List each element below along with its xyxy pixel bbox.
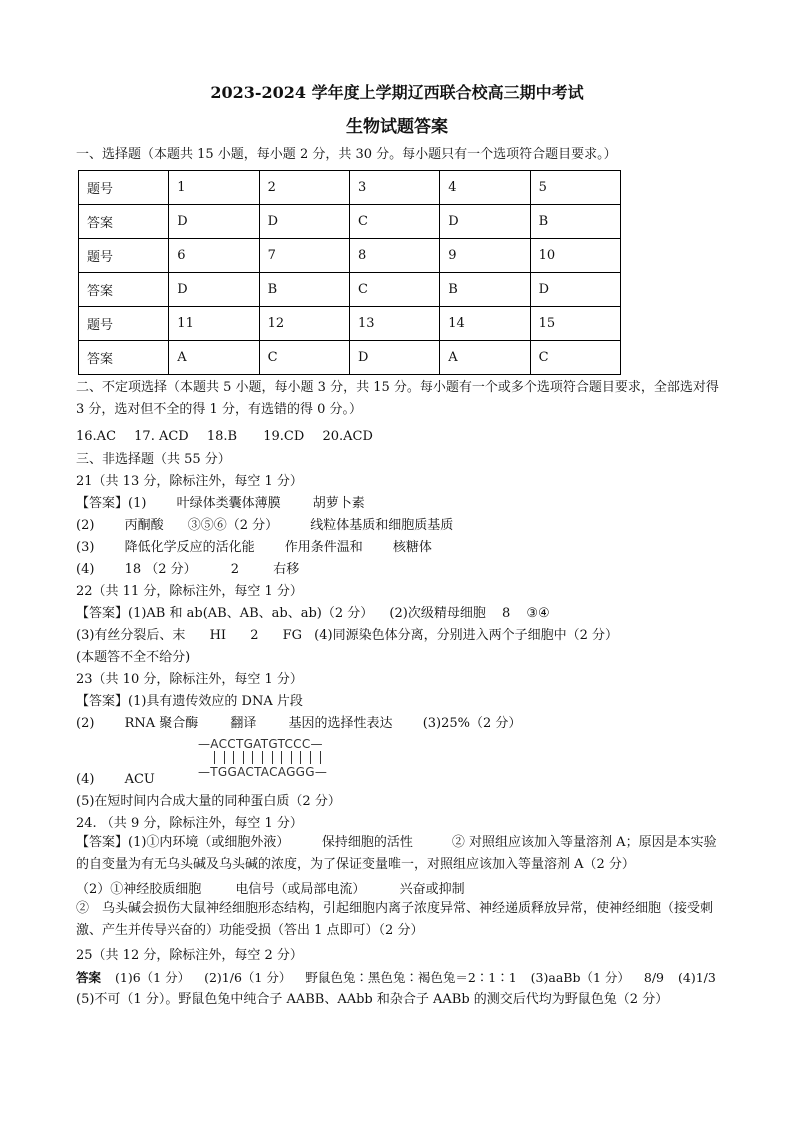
q21-header: 21（共 13 分，除标注外，每空 1 分） bbox=[76, 474, 303, 489]
table-cell: C bbox=[349, 273, 439, 307]
q25-answer-4: (4)1/3 bbox=[677, 970, 716, 985]
dna-bond-tick bbox=[262, 751, 263, 764]
table-cell: D bbox=[169, 273, 259, 307]
q22-answer-1: 【答案】(1)AB 和 ab(AB、AB、ab、ab)（2 分） bbox=[76, 606, 374, 621]
dna-bond-tick bbox=[252, 751, 253, 764]
table-row bbox=[79, 171, 621, 205]
table-row-label: 题号 bbox=[79, 307, 169, 341]
q25-line1 bbox=[76, 969, 716, 987]
table-cell: 12 bbox=[259, 307, 349, 341]
table-cell: B bbox=[440, 273, 530, 307]
table-cell: 2 bbox=[259, 171, 349, 205]
table-row bbox=[79, 307, 621, 341]
q23-line2 bbox=[76, 715, 521, 733]
table-row-label: 答案 bbox=[79, 341, 169, 375]
section2-answers bbox=[76, 428, 373, 446]
q22-note: (本题答不全不给分) bbox=[76, 650, 191, 665]
q25-answer-label: 答案 bbox=[76, 970, 102, 985]
dna-bond-tick bbox=[214, 751, 215, 764]
table-cell: 8 bbox=[349, 239, 439, 273]
q21-line3 bbox=[76, 539, 432, 557]
table-cell: 6 bbox=[169, 239, 259, 273]
dna-base-pair-bonds bbox=[214, 751, 348, 765]
section1-heading: 一、选择题（本题共 15 小题，每小题 2 分，共 30 分。每小题只有一个选项符合题目要求。） bbox=[76, 147, 617, 162]
dna-bond-tick bbox=[320, 751, 321, 764]
dna-bond-tick bbox=[310, 751, 311, 764]
table-cell: D bbox=[440, 205, 530, 239]
q23-line4 bbox=[76, 771, 155, 789]
q21-answer-2c: 线粒体基质和细胞质基质 bbox=[310, 518, 454, 533]
q23-answer-2c: 基因的选择性表达 bbox=[288, 716, 393, 731]
dna-double-strand-diagram bbox=[198, 737, 348, 779]
q22-header: 22（共 11 分，除标注外，每空 1 分） bbox=[76, 584, 303, 599]
q22-line1 bbox=[76, 605, 550, 623]
q25-answer-2b: 野鼠色兔∶黑色兔∶褐色兔＝2∶1∶1 bbox=[305, 970, 517, 985]
q25-answer-1: (1)6（1 分） bbox=[115, 970, 191, 985]
answer-16: 16.AC bbox=[76, 429, 117, 444]
table-row bbox=[79, 341, 621, 375]
q25-answer-3: (3)aaBb（1 分） bbox=[530, 970, 630, 985]
q24-answer-2a: （2）①神经胶质细胞 bbox=[76, 882, 202, 897]
table-cell: 5 bbox=[530, 171, 620, 205]
q23-part2-label: (2) bbox=[76, 716, 95, 731]
table-row-label: 答案 bbox=[79, 273, 169, 307]
table-row-label: 题号 bbox=[79, 171, 169, 205]
q24-header: 24. （共 9 分，除标注外，每空 1 分） bbox=[76, 816, 303, 831]
q23-line5: (5)在短时间内合成大量的同种蛋白质（2 分） bbox=[76, 794, 341, 809]
q23-line1: 【答案】(1)具有遗传效应的 DNA 片段 bbox=[76, 694, 303, 709]
dna-bond-tick bbox=[224, 751, 225, 764]
q21-part2-label: (2) bbox=[76, 518, 95, 533]
q21-answer-4a: 18 （2 分） bbox=[124, 562, 197, 577]
table-row bbox=[79, 273, 621, 307]
table-cell: 11 bbox=[169, 307, 259, 341]
q21-line1 bbox=[76, 495, 365, 513]
dna-bond-tick bbox=[272, 751, 273, 764]
q25-answer-3b: 8/9 bbox=[643, 970, 664, 985]
table-row bbox=[79, 205, 621, 239]
q21-answer-1a: 叶绿体类囊体薄膜 bbox=[176, 496, 281, 511]
q22-answer-2c: ③④ bbox=[526, 606, 550, 621]
q21-part4-label: (4) bbox=[76, 562, 95, 577]
table-row bbox=[79, 239, 621, 273]
dna-bond-tick bbox=[243, 751, 244, 764]
table-cell: 13 bbox=[349, 307, 439, 341]
q22-answer-2b: 8 bbox=[501, 606, 511, 621]
table-cell: D bbox=[259, 205, 349, 239]
table-cell: B bbox=[259, 273, 349, 307]
table-cell: C bbox=[530, 341, 620, 375]
q21-answer-2b: ③⑤⑥（2 分） bbox=[187, 518, 279, 533]
table-cell: 14 bbox=[440, 307, 530, 341]
q24-answer-2b: 电信号（或局部电流） bbox=[235, 882, 366, 897]
q22-answer-3b: HI bbox=[209, 628, 227, 643]
q22-answer-4: (4)同源染色体分离，分别进入两个子细胞中（2 分） bbox=[314, 628, 618, 643]
q22-answer-3a: (3)有丝分裂后、末 bbox=[76, 628, 186, 643]
table-cell: 4 bbox=[440, 171, 530, 205]
q24-answer-1: 【答案】(1)①内环境（或细胞外液） 保持细胞的活性 ② 对照组应该加入等量溶剂 A；原因是本实验的自变量为有无乌头碱及乌头碱的浓度，为了保证变量唯一，对照组应该加入等量溶剂 A（2 分） bbox=[76, 835, 717, 872]
q22-answer-3c: 2 bbox=[250, 628, 259, 643]
q21-answer-3a: 降低化学反应的活化能 bbox=[124, 540, 255, 555]
q21-answer-4b: 2 bbox=[230, 562, 240, 577]
q22-answer-2: (2)次级精母细胞 bbox=[389, 606, 486, 621]
dna-bond-tick bbox=[233, 751, 234, 764]
q24-answer-2c: 兴奋或抑制 bbox=[399, 882, 465, 897]
answer-17: 17. ACD bbox=[134, 429, 189, 444]
table-cell: 7 bbox=[259, 239, 349, 273]
table-row-label: 答案 bbox=[79, 205, 169, 239]
q21-label: 【答案】(1) bbox=[76, 496, 147, 511]
section2-heading: 二、不定项选择（本题共 5 小题，每小题 3 分，共 15 分。每小题有一个或多个选项符合题目要求，全部选对得 3 分，选对但不全的得 1 分，有选错的得 0 分。） bbox=[76, 380, 719, 417]
q21-answer-1b: 胡萝卜素 bbox=[312, 496, 365, 511]
table-cell: 15 bbox=[530, 307, 620, 341]
document-title: 2023-2024 学年度上学期辽西联合校高三期中考试 bbox=[210, 83, 584, 102]
q23-answer-3: (3)25%（2 分） bbox=[422, 716, 522, 731]
q21-line2 bbox=[76, 517, 453, 535]
q23-answer-4: ACU bbox=[124, 772, 155, 787]
q22-line2 bbox=[76, 627, 618, 645]
q24-line2 bbox=[76, 881, 465, 899]
table-cell: D bbox=[349, 341, 439, 375]
q25-line2: (5)不可（1 分）。野鼠色兔中纯合子 AABB、AAbb 和杂合子 AABb 的测交后代均为野鼠色兔（2 分） bbox=[76, 992, 669, 1007]
answer-20: 20.ACD bbox=[322, 429, 373, 444]
table-cell: C bbox=[349, 205, 439, 239]
document-subtitle: 生物试题答案 bbox=[346, 117, 448, 137]
q24-answer-3: ② 乌头碱会损伤大鼠神经细胞形态结构，引起细胞内离子浓度异常、神经递质释放异常，使神经细胞（接受刺激、产生并传导兴奋的）功能受损（答出 1 点即可）（2 分） bbox=[76, 901, 714, 938]
table-cell: 9 bbox=[440, 239, 530, 273]
table-cell: 1 bbox=[169, 171, 259, 205]
table-cell: 3 bbox=[349, 171, 439, 205]
answer-table bbox=[78, 170, 621, 375]
dna-top-strand: —ACCTGATGTCCC— bbox=[198, 737, 323, 751]
q21-answer-3c: 核糖体 bbox=[392, 540, 432, 555]
q21-answer-2a: 丙酮酸 bbox=[124, 518, 164, 533]
answer-18: 18.B bbox=[206, 429, 238, 444]
q23-part4-label: (4) bbox=[76, 772, 95, 787]
section3-heading: 三、非选择题（共 55 分） bbox=[76, 452, 231, 467]
q23-answer-2a: RNA 聚合酶 bbox=[124, 716, 199, 731]
dna-bottom-strand: —TGGACTACAGGG— bbox=[198, 765, 328, 779]
q21-part3-label: (3) bbox=[76, 540, 95, 555]
table-cell: 10 bbox=[530, 239, 620, 273]
table-cell: A bbox=[440, 341, 530, 375]
q23-answer-2b: 翻译 bbox=[230, 716, 257, 731]
table-cell: D bbox=[530, 273, 620, 307]
q21-answer-3b: 作用条件温和 bbox=[284, 540, 363, 555]
table-cell: B bbox=[530, 205, 620, 239]
q22-answer-3d: FG bbox=[282, 628, 303, 643]
table-row-label: 题号 bbox=[79, 239, 169, 273]
q25-answer-2: (2)1/6（1 分） bbox=[204, 970, 292, 985]
table-cell: D bbox=[169, 205, 259, 239]
dna-bond-tick bbox=[281, 751, 282, 764]
table-cell: A bbox=[169, 341, 259, 375]
q21-line4 bbox=[76, 561, 299, 579]
q21-answer-4c: 右移 bbox=[273, 562, 300, 577]
dna-bond-tick bbox=[300, 751, 301, 764]
q23-header: 23（共 10 分，除标注外，每空 1 分） bbox=[76, 672, 303, 687]
q25-header: 25（共 12 分，除标注外，每空 2 分） bbox=[76, 948, 303, 963]
dna-bond-tick bbox=[291, 751, 292, 764]
table-cell: C bbox=[259, 341, 349, 375]
answer-19: 19.CD bbox=[263, 429, 305, 444]
